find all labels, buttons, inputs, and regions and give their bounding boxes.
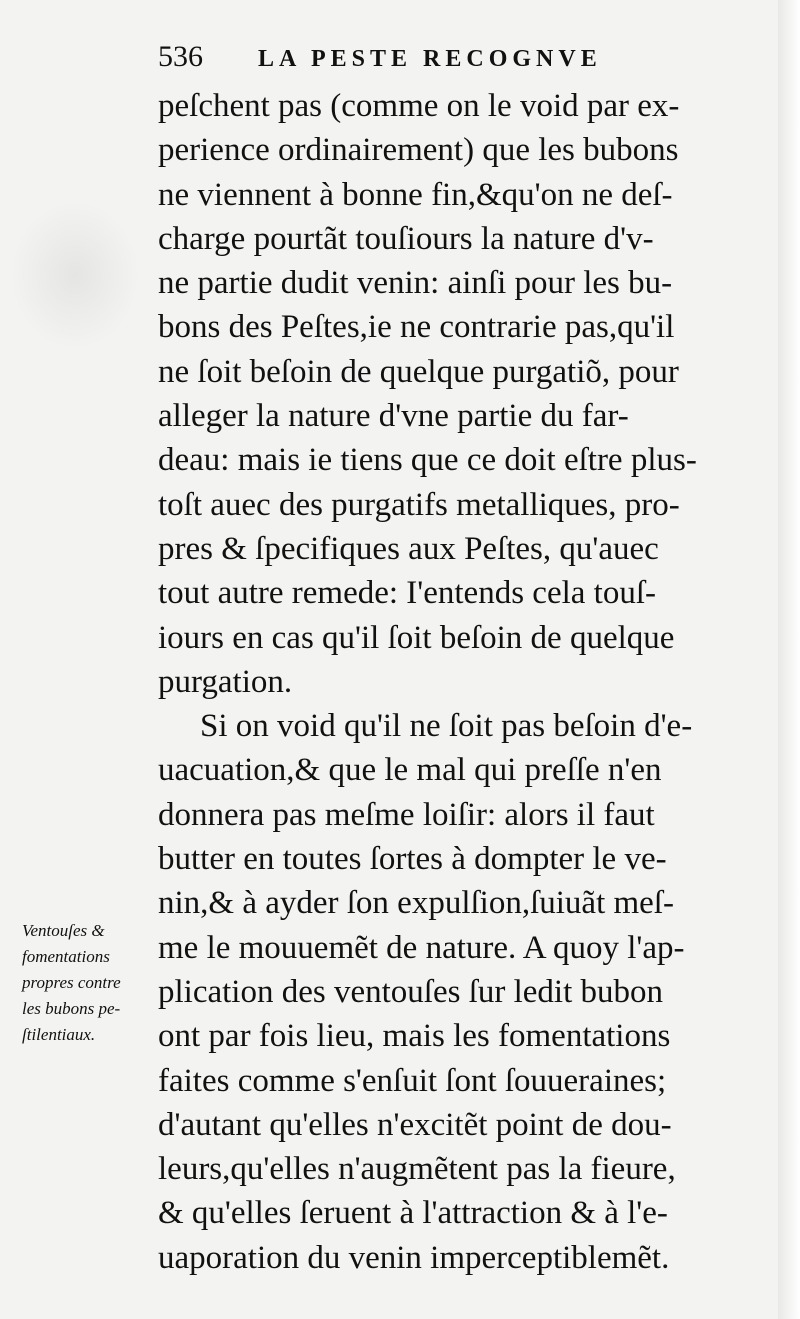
text-line: plication des ventouſes ſur ledit bubon bbox=[158, 973, 663, 1010]
text-line: ont par fois lieu, mais les fomentations bbox=[158, 1018, 671, 1055]
text-line: peſchent pas (comme on le void par ex- bbox=[158, 88, 680, 124]
text-line: donnera pas meſme loiſir: alors il faut bbox=[158, 796, 655, 833]
text-line: uacuation,& que le mal qui preſſe n'en bbox=[158, 752, 662, 789]
text-line: ne viennent à bonne fin,&qu'on ne deſ- bbox=[158, 176, 673, 213]
text-line: d'autant qu'elles n'excitẽt point de dou- bbox=[158, 1106, 672, 1143]
margin-note-line: les bubons pe- bbox=[22, 999, 121, 1018]
text-line: alleger la nature d'vne partie du far- bbox=[158, 398, 629, 435]
page-edge bbox=[778, 0, 800, 1319]
page-header bbox=[158, 40, 738, 80]
page-number: 536 bbox=[158, 40, 203, 73]
text-line: bons des Peſtes,ie ne contrarie pas,qu'il bbox=[158, 309, 675, 346]
text-line: nin,& à ayder ſon expulſion,ſuiuãt meſ- bbox=[158, 885, 674, 922]
text-line: faites comme s'enſuit ſont ſouueraines; bbox=[158, 1062, 667, 1099]
text-line: ne ſoit beſoin de quelque purgatiõ, pour bbox=[158, 353, 679, 390]
margin-note-line: propres contre bbox=[22, 973, 121, 992]
text-line: toſt auec des purgatifs metalliques, pro- bbox=[158, 486, 680, 523]
margin-note-line: Ventouſes & bbox=[22, 921, 105, 940]
margin-note-line: fomentations bbox=[22, 947, 110, 966]
text-line: purgation. bbox=[158, 663, 293, 700]
text-line: deau: mais ie tiens que ce doit eſtre plus- bbox=[158, 442, 697, 479]
text-line: uaporation du venin imperceptiblemẽt. bbox=[158, 1239, 670, 1276]
text-line: butter en toutes ſortes à dompter le ve- bbox=[158, 841, 667, 878]
bleed-through-shadow bbox=[10, 200, 140, 350]
text-line: pres & ſpecifiques aux Peſtes, qu'auec bbox=[158, 530, 659, 567]
text-line: iours en cas qu'il ſoit beſoin de quelque bbox=[158, 619, 675, 656]
margin-note bbox=[22, 918, 172, 1048]
body-text bbox=[158, 84, 748, 1280]
text-line: charge pourtãt touſiours la nature d'v- bbox=[158, 220, 654, 257]
text-line: me le mouuemẽt de nature. A quoy l'ap- bbox=[158, 929, 685, 966]
text-line: ne partie dudit venin: ainſi pour les bu- bbox=[158, 265, 673, 302]
text-line: & qu'elles ſeruent à l'attraction & à l'e- bbox=[158, 1195, 668, 1232]
text-line: tout autre remede: I'entends cela touſ- bbox=[158, 575, 656, 612]
text-line: leurs,qu'elles n'augmẽtent pas la fieure, bbox=[158, 1151, 676, 1188]
margin-note-line: ſtilentiaux. bbox=[22, 1025, 96, 1044]
text-line: perience ordinairement) que les bubons bbox=[158, 132, 679, 169]
paragraph-start-line: Si on void qu'il ne ſoit pas beſoin d'e- bbox=[200, 708, 693, 745]
running-title: LA PESTE RECOGNVE bbox=[258, 46, 602, 72]
